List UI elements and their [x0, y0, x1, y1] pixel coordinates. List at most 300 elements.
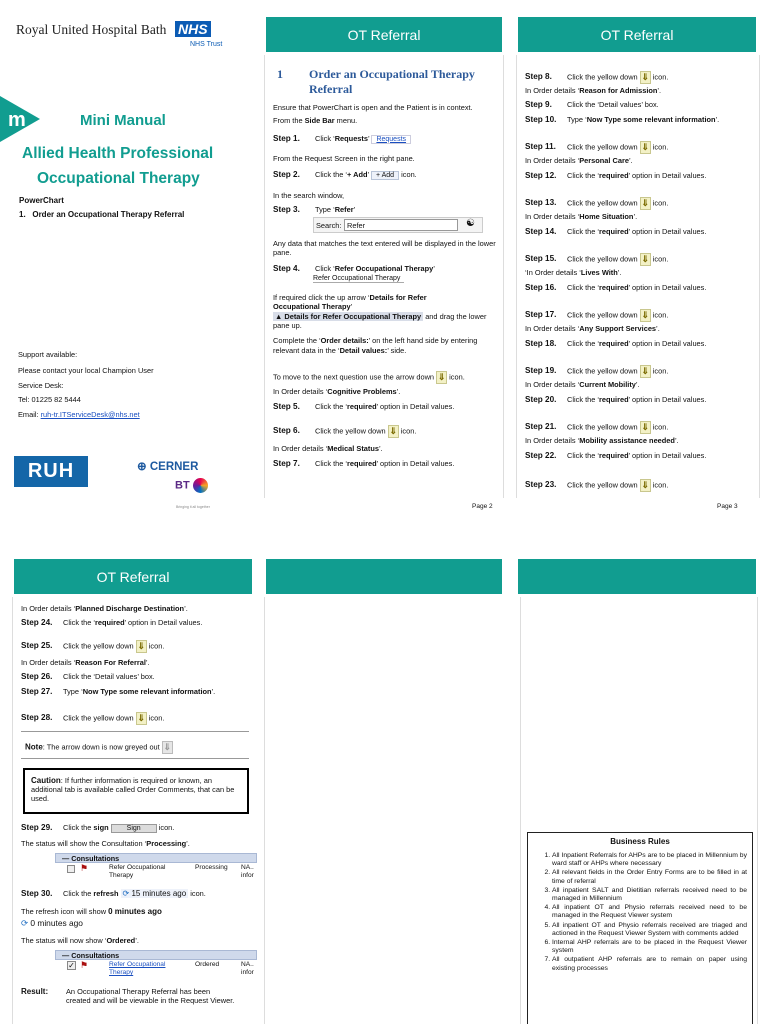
step-label: Step 3.	[273, 205, 300, 214]
text: In Order details ‘	[525, 86, 580, 95]
binoculars-icon[interactable]: ☯	[466, 218, 475, 229]
details-bar-text: Details for Refer Occupational Therapy	[284, 312, 422, 321]
page-6-header	[518, 559, 756, 594]
text: Type ‘	[315, 205, 335, 214]
text: ’.	[617, 268, 622, 277]
bt-tagline: Bringing it all together	[176, 505, 210, 509]
bold: required	[347, 459, 377, 468]
bold: Reason For Referral	[75, 658, 146, 667]
business-rule: 2. All relevant fields in the Order Entry Forms are to be filled in at time of referral	[552, 869, 747, 885]
down-arrow-icon[interactable]: ⇓	[641, 254, 649, 264]
p2-sidebar-line	[273, 116, 357, 125]
step-label: Step 14.	[525, 227, 557, 236]
service-desk: Service Desk:	[18, 381, 64, 390]
p2-data-note: Any data that matches the text entered will be displayed in the lower pane.	[273, 239, 496, 257]
text: The refresh icon will show	[21, 907, 109, 916]
email-label: Email:	[18, 410, 41, 419]
text: In Order details ‘	[525, 212, 580, 221]
text: Click the ‘Detail values’ box.	[567, 100, 659, 109]
step-3	[273, 205, 355, 214]
text: Click the	[63, 889, 94, 898]
business-rule: 3. All inpatient SALT and Dietitian referrals received need to be managed in Millennium	[552, 887, 747, 903]
text: ’.	[635, 380, 640, 389]
step-line	[525, 227, 706, 236]
text: The status will show the Consultation ‘	[21, 839, 147, 848]
text: Click the ‘	[315, 170, 348, 179]
text: icon.	[650, 142, 669, 152]
order-name: Refer Occupational Therapy	[109, 864, 166, 879]
bold: Detail values:	[339, 345, 388, 355]
p2-medical	[273, 444, 383, 453]
step-label: Step 17.	[525, 310, 557, 320]
bold: Order details:	[320, 336, 369, 345]
text: ’.	[135, 936, 139, 945]
text: Click the yellow down	[567, 142, 640, 152]
step-label: Step 9.	[525, 100, 552, 109]
text: ’.	[184, 604, 188, 613]
refresh-time: 0 minutes ago	[30, 918, 83, 928]
page-5-header	[266, 559, 502, 594]
order-detail-line	[525, 380, 640, 389]
step-label: Step 15.	[525, 254, 557, 264]
text: ’ side.	[387, 345, 407, 355]
bold: required	[599, 171, 629, 180]
text: The status will now show ‘	[21, 936, 107, 945]
bt-text: BT	[175, 479, 190, 492]
p4-reason	[21, 658, 150, 667]
down-arrow-icon[interactable]: ⇓	[641, 310, 649, 320]
svg-text:m: m	[8, 109, 26, 131]
checkbox[interactable]	[67, 865, 75, 873]
text: ’	[367, 170, 369, 179]
step-28	[21, 712, 164, 725]
order-status: Processing	[195, 864, 228, 871]
step-label: Step 19.	[525, 366, 557, 376]
bold: Refer	[334, 205, 354, 214]
order-detail-line	[525, 86, 661, 95]
text: icon.	[650, 310, 669, 320]
step-label: Step 16.	[525, 283, 557, 292]
down-arrow-icon[interactable]: ⇓	[641, 480, 649, 490]
text: In Order details ‘	[525, 436, 580, 445]
step-label: Step 22.	[525, 451, 557, 460]
section-number: 1	[277, 67, 283, 81]
text: In Order details ‘	[273, 387, 328, 396]
step-label: Step 5.	[273, 402, 300, 411]
refer-ot-item[interactable]: Refer Occupational Therapy	[313, 275, 404, 283]
bold: Processing	[146, 839, 187, 848]
order-name: Refer Occupational Therapy	[109, 961, 166, 976]
business-rules-title: Business Rules	[610, 837, 670, 846]
page-number: Page 3	[717, 503, 738, 510]
business-rule: 1. All Inpatient Referrals for AHPs are to be placed in Millennium by ward staff or AHPs where necessary	[552, 852, 747, 868]
step-line	[525, 141, 668, 154]
text: Click the ‘	[63, 618, 96, 627]
text: Click the yellow down	[567, 366, 640, 376]
text: Type ‘	[567, 115, 587, 124]
step-line	[525, 339, 706, 348]
table-row[interactable]	[55, 960, 257, 982]
p2-search-window: In the search window,	[273, 191, 345, 200]
text: and drag the lower pane up.	[273, 312, 487, 330]
bold: Now Type some relevant information	[82, 687, 212, 696]
bold: 0 minutes ago	[108, 907, 162, 916]
step-label: Step 27.	[21, 687, 53, 696]
step-5	[273, 402, 454, 411]
page-3	[516, 0, 760, 520]
text: Click the yellow down	[567, 254, 640, 264]
refresh-icon[interactable]: ⟳	[21, 918, 29, 928]
support-label: Support available:	[18, 350, 78, 359]
order-info: NA.. infor	[241, 864, 254, 879]
text: ’	[368, 134, 370, 143]
step-label: Step 6.	[273, 426, 300, 436]
bold: required	[347, 402, 377, 411]
text: ’ option in Detail values.	[628, 283, 707, 292]
step-label: Step 8.	[525, 72, 552, 82]
text: icon.	[447, 372, 465, 382]
text: ’ option in Detail values.	[124, 618, 203, 627]
text: Click the ‘	[567, 339, 600, 348]
search-input[interactable]: Refer	[344, 219, 458, 231]
step-label: Step 21.	[525, 422, 557, 432]
down-arrow-icon[interactable]: ⇓	[389, 426, 397, 436]
text: ’ option in Detail values.	[628, 451, 707, 460]
table-row[interactable]	[55, 863, 257, 885]
down-arrow-icon[interactable]: ⇓	[641, 142, 649, 152]
bold: Planned Discharge Destination	[75, 604, 185, 613]
text: ’ option in Detail values.	[628, 339, 707, 348]
text: icon.	[398, 426, 417, 436]
step-label: Step 12.	[525, 171, 557, 180]
step-line	[525, 100, 659, 109]
text: ’.	[657, 86, 662, 95]
text: ’.	[715, 115, 720, 124]
order-detail-line	[525, 212, 637, 221]
p2-arrow-line	[273, 371, 465, 384]
order-status: Ordered	[195, 961, 220, 968]
down-arrow-icon[interactable]: ⇓	[641, 72, 649, 82]
text: Click the yellow down	[567, 310, 640, 320]
ahp-title: Allied Health Professional	[22, 145, 214, 162]
bold: required	[599, 395, 629, 404]
ot-title: Occupational Therapy	[37, 170, 200, 187]
add-button[interactable]: + Add	[371, 171, 399, 180]
bold: required	[599, 451, 629, 460]
p2-order-details	[273, 336, 498, 355]
text: From the	[273, 116, 305, 125]
consultations-header: — Consultations	[55, 950, 257, 960]
text: Click the ‘	[567, 395, 600, 404]
page-4-body	[12, 597, 256, 1024]
bold: required	[95, 618, 125, 627]
step-line	[525, 115, 719, 124]
step-label: Step 23.	[525, 480, 557, 490]
note-text: : The arrow down is now greyed out	[42, 742, 160, 752]
note-box	[21, 731, 249, 759]
text: icon.	[188, 889, 206, 898]
step-label: Step 20.	[525, 395, 557, 404]
text: Click the ‘	[567, 227, 600, 236]
business-rules-list	[528, 852, 752, 973]
p4-planned	[21, 604, 188, 613]
cerner-icon: ⊕	[137, 461, 147, 473]
text: ’.	[656, 324, 660, 333]
text: Click the yellow down	[567, 480, 640, 490]
telephone: Tel: 01225 82 5444	[18, 395, 81, 404]
bold: Now Type some relevant information	[586, 115, 716, 124]
text: To move to the next question use the arrow down	[273, 372, 435, 382]
page-2	[264, 0, 504, 520]
text: Click the ‘Detail values’ box.	[63, 672, 155, 681]
bold: Requests	[334, 134, 368, 143]
text: icon.	[146, 713, 165, 723]
text: Click the yellow down	[567, 422, 640, 432]
step-30	[21, 889, 206, 898]
text: ’ option in Detail values.	[376, 402, 455, 411]
details-bar[interactable]: ▲ Details for Refer Occupational Therapy	[275, 312, 422, 321]
text: ’	[433, 264, 435, 273]
text: Click the ‘	[567, 283, 600, 292]
cover-page	[0, 0, 256, 520]
bold: required	[599, 339, 629, 348]
page-5	[264, 556, 504, 1024]
text: icon.	[650, 198, 669, 208]
text: ’.	[186, 839, 190, 848]
order-icon: ⚑	[80, 863, 89, 873]
bold: Cognitive Problems	[327, 387, 397, 396]
p2-details-line	[273, 312, 503, 330]
text: icon.	[156, 823, 175, 832]
text: Click the ‘	[567, 451, 600, 460]
greyed-down-arrow-icon: ⇓	[163, 742, 172, 752]
page-2-body	[264, 55, 504, 498]
p2-intro: Ensure that PowerChart is open and the Patient is in context.	[273, 103, 473, 112]
caution-box	[23, 768, 249, 814]
page-5-body	[264, 597, 504, 1024]
powerchart-label: PowerChart	[19, 196, 64, 205]
step-26	[21, 672, 155, 681]
text: ’ option in Detail values.	[628, 395, 707, 404]
checked-checkbox[interactable]: ✓	[68, 961, 75, 970]
text: Click the	[63, 823, 94, 832]
down-arrow-icon[interactable]: ⇓	[641, 422, 649, 432]
step-2	[273, 170, 417, 180]
page-3-body	[516, 55, 760, 498]
step-6	[273, 425, 416, 438]
step-label: Step 25.	[21, 641, 53, 651]
nhs-trust: NHS Trust	[190, 41, 223, 48]
bold: required	[599, 283, 629, 292]
nhs-logo: NHS	[175, 21, 211, 37]
text: In Order details ‘	[525, 324, 580, 333]
text: icon.	[650, 366, 669, 376]
mini-manual-title: Mini Manual	[80, 112, 166, 129]
text: icon.	[146, 641, 165, 651]
business-rule: 4. All inpatient OT and Physio referrals received need to be managed in the Request Viewer system	[552, 904, 747, 920]
text: ’.	[628, 156, 633, 165]
page-2-header: OT Referral	[266, 17, 502, 52]
note-label: Note	[25, 742, 43, 752]
text: In Order details ‘	[21, 604, 76, 613]
requests-button[interactable]: Requests	[371, 135, 411, 144]
cons-label: Consultations	[71, 854, 120, 863]
business-rule: 5. All inpatient OT and Physio referrals received are triaged and actioned in the Request Viewer System with comments added	[552, 922, 747, 938]
text: In Order details ‘	[21, 658, 76, 667]
step-label: Step 11.	[525, 142, 556, 152]
step-label: Step 18.	[525, 339, 557, 348]
bold: Mobility assistance needed	[579, 436, 675, 445]
step-label: Step 26.	[21, 672, 53, 681]
text: Type ‘	[63, 687, 83, 696]
consultations-table-2	[55, 950, 257, 982]
page-6-body	[520, 597, 758, 1024]
step-line	[525, 171, 706, 180]
bt-globe-icon	[193, 478, 208, 493]
bold: required	[599, 227, 629, 236]
text: ’.	[633, 212, 638, 221]
down-arrow-icon[interactable]: ⇓	[137, 713, 145, 723]
bold: Personal Care	[579, 156, 629, 165]
text: If required click the up arrow ‘	[273, 293, 370, 302]
bold: Any Support Services	[579, 324, 657, 333]
text: ’.	[211, 687, 216, 696]
text: icon.	[650, 422, 669, 432]
bt-logo	[175, 478, 208, 493]
step-line	[525, 283, 706, 292]
sign-button[interactable]: Sign	[111, 824, 157, 833]
order-detail-line	[525, 156, 633, 165]
refresh-button[interactable]	[121, 889, 189, 898]
p4-ordered	[21, 936, 139, 945]
refresh-icon: ⟳	[122, 889, 130, 898]
bold: sign	[93, 823, 109, 832]
step-label: Step 2.	[273, 170, 300, 179]
text: ’	[353, 205, 356, 214]
bold: Details for Refer Occupational Therapy	[273, 293, 427, 311]
text: icon.	[399, 170, 417, 179]
text: ‘In Order details ‘	[525, 268, 581, 277]
caution-text: : If further information is required or known, an additional tab is available called Order Comments, that can be used.	[31, 776, 235, 803]
text: ’.	[674, 436, 679, 445]
down-arrow-icon[interactable]: ⇓	[641, 366, 649, 376]
search-label: Search:	[316, 221, 342, 230]
step-label: Step 30.	[21, 889, 53, 898]
order-detail-line	[525, 324, 660, 333]
step-line	[525, 309, 668, 322]
order-detail-line	[525, 268, 621, 277]
mini-manual-logo	[0, 96, 40, 142]
text: menu.	[334, 116, 358, 125]
email-link[interactable]: ruh-tr.ITServiceDesk@nhs.net	[40, 410, 140, 419]
step-4	[273, 264, 435, 273]
text: ’ on the left hand side by entering relevant data in the ‘	[273, 336, 478, 355]
bold: Current Mobility	[579, 380, 636, 389]
down-arrow-icon[interactable]: ⇓	[137, 641, 145, 651]
bold: Medical Status	[327, 444, 379, 453]
result-text: An Occupational Therapy Referral has been created and will be viewable in the Request Viewer.	[66, 987, 235, 1005]
refresh-time: 15 minutes ago	[131, 889, 187, 898]
step-7	[273, 459, 454, 468]
email-line	[18, 410, 140, 419]
cons-label: Consultations	[71, 951, 120, 960]
page-6	[516, 556, 760, 1024]
sidebar-text: Side Bar	[304, 116, 335, 125]
down-arrow-icon[interactable]: ⇓	[641, 198, 649, 208]
p2-uparrow-line	[273, 293, 473, 311]
step-29	[21, 823, 174, 833]
p4-refresh-line	[21, 907, 162, 916]
bold: Ordered	[106, 936, 136, 945]
step-line	[525, 421, 668, 434]
page-number: Page 2	[472, 503, 493, 510]
step-24	[21, 618, 202, 627]
business-rule: 6. Internal AHP referrals are to be placed in the Request Viewer system	[552, 939, 747, 955]
step-label: Step 4.	[273, 264, 300, 273]
text: Complete the ‘	[273, 336, 321, 345]
bold: Refer Occupational Therapy	[334, 264, 434, 273]
p2-cognitive	[273, 387, 400, 396]
text: Click the ‘	[567, 171, 600, 180]
text: Click the yellow down	[63, 713, 136, 723]
business-rules-box	[527, 832, 753, 1024]
contents-item-1: 1. Order an Occupational Therapy Referral	[19, 210, 185, 219]
step-label: Step 7.	[273, 459, 300, 468]
text: icon.	[650, 72, 669, 82]
page-3-header: OT Referral	[518, 17, 756, 52]
text: Click the yellow down	[567, 198, 640, 208]
consultations-table-1	[55, 853, 257, 885]
step-label: Step 1.	[273, 134, 300, 143]
text: icon.	[650, 254, 669, 264]
order-info: NA.. infor	[241, 961, 254, 976]
step-label: Step 28.	[21, 713, 53, 723]
hospital-name: Royal United Hospital Bath	[16, 22, 167, 37]
down-arrow-icon[interactable]: ⇓	[437, 372, 446, 382]
result-label: Result:	[21, 987, 49, 996]
step-25	[21, 640, 164, 653]
text: ’ option in Detail values.	[628, 171, 707, 180]
step-label: Step 29.	[21, 823, 53, 832]
text: ’ option in Detail values.	[376, 459, 455, 468]
step-1	[273, 134, 411, 144]
step-line	[525, 365, 668, 378]
page-4-header: OT Referral	[14, 559, 252, 594]
text: In Order details ‘	[525, 380, 580, 389]
cerner-logo	[137, 459, 198, 473]
step-line	[525, 253, 668, 266]
text: In Order details ‘	[525, 156, 580, 165]
p4-processing	[21, 839, 190, 848]
text: Click the ‘	[315, 459, 348, 468]
step-line	[525, 479, 668, 492]
step-line	[525, 395, 706, 404]
text: icon.	[650, 480, 669, 490]
text: In Order details ‘	[273, 444, 328, 453]
text: Click the yellow down	[63, 641, 136, 651]
cerner-text: CERNER	[149, 461, 199, 473]
bold: Reason for Admission	[579, 86, 658, 95]
business-rule: 7. All outpatient AHP referrals are to remain on paper using existing processes	[552, 956, 747, 972]
bold: Home Situation	[579, 212, 634, 221]
text: Click the yellow down	[315, 426, 386, 436]
text: Click the yellow down	[567, 72, 640, 82]
text: ’.	[396, 387, 401, 396]
search-box	[313, 217, 483, 233]
bold: Lives With	[580, 268, 618, 277]
p2-step1-detail: From the Request Screen in the right pane.	[273, 154, 415, 163]
refresh-status	[21, 918, 83, 928]
